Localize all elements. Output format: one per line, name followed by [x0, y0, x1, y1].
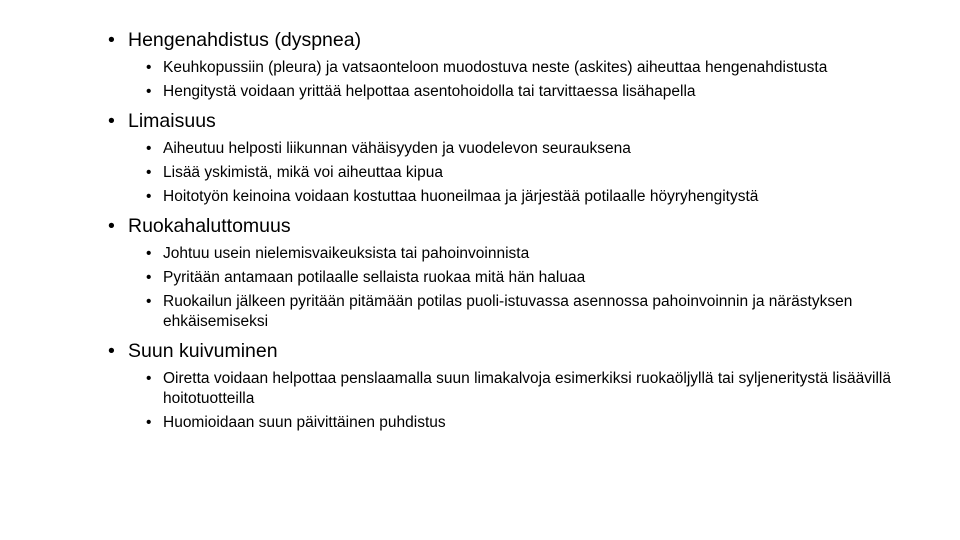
- list-item: [146, 58, 898, 78]
- bullet-icon: •: [146, 414, 152, 431]
- sub-list: [108, 244, 898, 332]
- list-item: [146, 163, 898, 183]
- section-limaisuus: [108, 108, 898, 207]
- sub-list: [108, 369, 898, 433]
- section-suun-kuivuminen: [108, 338, 898, 433]
- item-text: Keuhkopussiin (pleura) ja vatsaonteloon muodostuva neste (askites) aiheuttaa hengenahdistusta: [163, 59, 828, 76]
- section-heading: [108, 27, 898, 53]
- list-item: [146, 82, 898, 102]
- item-text: Lisää yskimistä, mikä voi aiheuttaa kipua: [163, 164, 443, 181]
- section-heading: [108, 213, 898, 239]
- bullet-icon: •: [146, 188, 152, 205]
- item-text: Hoitotyön keinoina voidaan kostuttaa huoneilmaa ja järjestää potilaalle höyryhengitystä: [163, 188, 759, 205]
- bullet-icon: •: [108, 110, 115, 132]
- list-item: [146, 187, 898, 207]
- section-dyspnea: [108, 27, 898, 102]
- item-text: Huomioidaan suun päivittäinen puhdistus: [163, 414, 446, 431]
- bullet-icon: •: [146, 140, 152, 157]
- item-text: Pyritään antamaan potilaalle sellaista ruokaa mitä hän haluaa: [163, 269, 586, 286]
- list-item: [146, 268, 898, 288]
- item-text: Hengitystä voidaan yrittää helpottaa asentohoidolla tai tarvittaessa lisähapella: [163, 83, 696, 100]
- bullet-icon: •: [108, 29, 115, 51]
- list-item: [146, 413, 898, 433]
- section-heading: [108, 108, 898, 134]
- list-item: [146, 292, 898, 332]
- list-item: [146, 139, 898, 159]
- bullet-icon: •: [146, 59, 152, 76]
- bullet-icon: •: [146, 269, 152, 286]
- bullet-icon: •: [108, 340, 115, 362]
- bullet-icon: •: [146, 370, 152, 387]
- item-text: Ruokailun jälkeen pyritään pitämään potilas puoli-istuvassa asennossa pahoinvoinnin ja närästyksen ehkäisemiseksi: [163, 293, 853, 330]
- bullet-list: [108, 27, 898, 439]
- section-heading: [108, 338, 898, 364]
- bullet-icon: •: [108, 215, 115, 237]
- item-text: Aiheutuu helposti liikunnan vähäisyyden ja vuodelevon seurauksena: [163, 140, 631, 157]
- list-item: [146, 244, 898, 264]
- list-item: [146, 369, 898, 409]
- bullet-icon: •: [146, 83, 152, 100]
- bullet-icon: •: [146, 293, 152, 310]
- section-ruokahaluttomuus: [108, 213, 898, 332]
- sub-list: [108, 139, 898, 207]
- heading-text: Suun kuivuminen: [128, 340, 278, 362]
- heading-text: Hengenahdistus (dyspnea): [128, 29, 362, 51]
- heading-text: Ruokahaluttomuus: [128, 215, 291, 237]
- item-text: Johtuu usein nielemisvaikeuksista tai pahoinvoinnista: [163, 245, 530, 262]
- sub-list: [108, 58, 898, 102]
- heading-text: Limaisuus: [128, 110, 216, 132]
- item-text: Oiretta voidaan helpottaa penslaamalla suun limakalvoja esimerkiksi ruokaöljyllä tai syljeneritystä lisäävillä hoitotuotteilla: [163, 370, 891, 407]
- bullet-icon: •: [146, 245, 152, 262]
- bullet-icon: •: [146, 164, 152, 181]
